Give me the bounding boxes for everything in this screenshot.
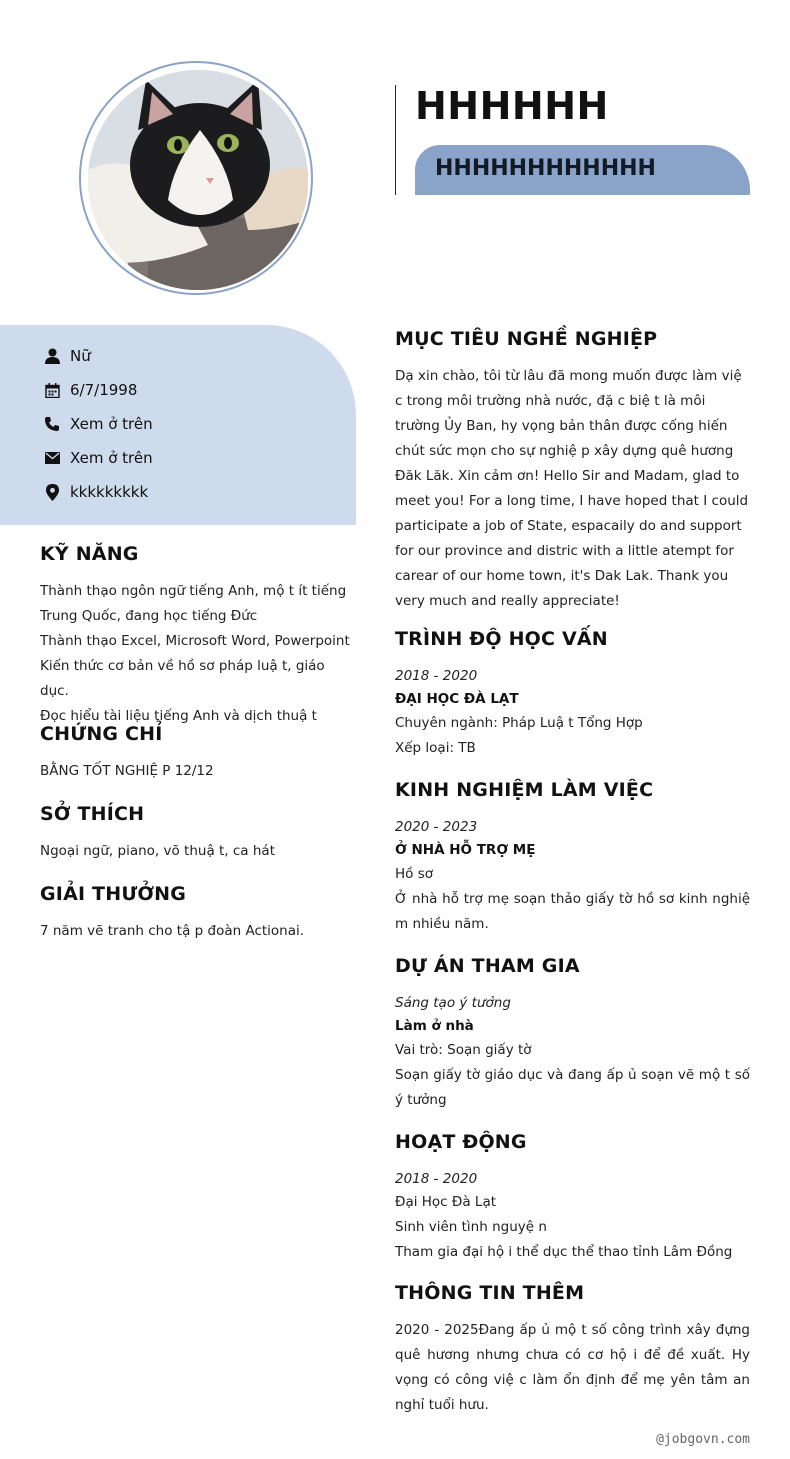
skill-item: Thành thạo ngôn ngữ tiếng Anh, mộ t ít tiếng Trung Quốc, đang học tiếng Đức	[40, 583, 347, 624]
activity-description: Tham gia đại hộ i thể dục thể thao tỉnh Lâm Đồng	[395, 1244, 733, 1260]
projects-heading: DỰ ÁN THAM GIA	[395, 955, 580, 977]
project-name: Sáng tạo ý tưởng	[395, 995, 511, 1011]
additional-text: 2020 - 2025Đang ấp ủ mộ t số công trình xây đựng quê hương nhưng chưa có cơ hộ i để đề xuất. Hy vọng có công việ c làm ổn định để mẹ yên tâm an nghỉ tuổi hưu.	[395, 1322, 750, 1413]
contact-gender	[44, 346, 91, 366]
awards-text: 7 năm vẽ tranh cho tậ p đoàn Actionai.	[40, 923, 305, 939]
phone-value: Xem ở trên	[70, 415, 153, 433]
position-title: HHHHHHHHHHHH	[435, 156, 656, 181]
email-value: Xem ở trên	[70, 449, 153, 467]
contact-address	[44, 482, 148, 502]
phone-icon	[44, 416, 60, 432]
awards-heading: GIẢI THƯỞNG	[40, 883, 187, 905]
contact-email	[44, 448, 153, 468]
experience-period: 2020 - 2023	[395, 819, 478, 835]
experience-role: Hồ sơ	[395, 866, 433, 882]
experience-entry	[395, 816, 750, 937]
experience-heading: KINH NGHIỆM LÀM VIỆC	[395, 779, 654, 801]
experience-company: Ở NHÀ HỖ TRỢ MẸ	[395, 842, 536, 858]
contact-phone	[44, 414, 153, 434]
education-heading: TRÌNH ĐỘ HỌC VẤN	[395, 628, 608, 650]
cat-photo-icon	[88, 70, 308, 290]
additional-heading: THÔNG TIN THÊM	[395, 1282, 585, 1304]
skill-item: Kiến thức cơ bản về hồ sơ pháp luậ t, giáo dục.	[40, 658, 325, 699]
position-banner	[415, 145, 750, 195]
project-place: Làm ở nhà	[395, 1018, 474, 1034]
education-school: ĐẠI HỌC ĐÀ LẠT	[395, 691, 519, 707]
location-pin-icon	[44, 484, 60, 500]
skill-item: Thành thạo Excel, Microsoft Word, Powerpoint	[40, 633, 350, 649]
activity-org: Đại Học Đà Lạt	[395, 1194, 497, 1210]
mail-icon	[44, 450, 60, 466]
header-divider	[395, 85, 396, 195]
birthday-value: 6/7/1998	[70, 381, 138, 399]
experience-description: Ở nhà hỗ trợ mẹ soạn thảo giấy tờ hồ sơ kinh nghiệ m nhiều năm.	[395, 891, 750, 932]
avatar	[88, 70, 308, 290]
skills-heading: KỸ NĂNG	[40, 543, 139, 565]
certificates-text: BẰNG TỐT NGHIỆ P 12/12	[40, 763, 214, 779]
watermark: @jobgovn.com	[656, 1432, 750, 1447]
hobbies-heading: SỞ THÍCH	[40, 803, 145, 825]
calendar-icon	[44, 382, 60, 398]
person-icon	[44, 348, 60, 364]
hobbies-text: Ngoại ngữ, piano, võ thuậ t, ca hát	[40, 843, 275, 859]
contact-birthday	[44, 380, 137, 400]
certificates-heading: CHỨNG CHỈ	[40, 723, 163, 745]
activity-period: 2018 - 2020	[395, 1171, 478, 1187]
gender-value: Nữ	[70, 347, 91, 365]
activities-entry	[395, 1168, 750, 1265]
objective-heading: MỤC TIÊU NGHỀ NGHIỆP	[395, 328, 658, 350]
education-period: 2018 - 2020	[395, 668, 478, 684]
candidate-name: HHHHHH	[415, 84, 609, 128]
objective-text: Dạ xin chào, tôi từ lâu đã mong muốn được làm việ c trong môi trường nhà nước, đặ c biệ t là môi trường Ủy Ban, hy vọng bản thân được cống hiến chút sức mọn cho sự nghiệ p xây dựng quê hương Đăk Lăk. Xin cảm ơn! Hello Sir and Madam, glad to meet you! For a long time, I have hoped that I could participate a job of State, espacaily do and support for our province and distric with a little atempt for carear of our home town, it's Dak Lak. Thank you very much and really appreciate!	[395, 368, 749, 609]
education-entry	[395, 665, 750, 761]
skill-item: Đọc hiểu tài liệu tiếng Anh và dịch thuậ t	[40, 708, 317, 724]
address-value: kkkkkkkkk	[70, 483, 149, 501]
activity-role: Sinh viên tình nguyệ n	[395, 1219, 547, 1235]
activities-heading: HOẠT ĐỘNG	[395, 1131, 527, 1153]
skills-list	[40, 579, 356, 729]
project-description: Soạn giấy tờ giáo dục và đang ấp ủ soạn vẽ mộ t số ý tưởng	[395, 1067, 750, 1108]
education-grade: Xếp loại: TB	[395, 740, 476, 756]
project-role: Vai trò: Soạn giấy tờ	[395, 1042, 532, 1058]
education-major: Chuyên ngành: Pháp Luậ t Tổng Hợp	[395, 715, 643, 731]
projects-entry	[395, 992, 750, 1113]
